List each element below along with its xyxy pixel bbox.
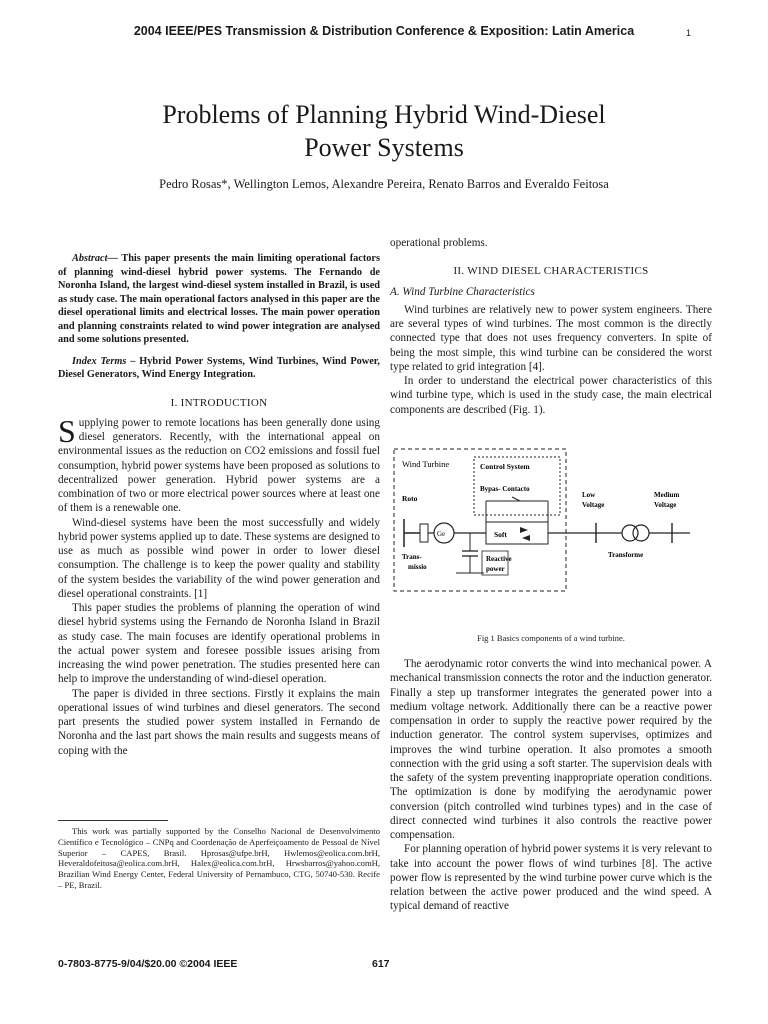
label-power: power <box>486 564 505 573</box>
label-medium-voltage: Voltage <box>654 500 677 509</box>
paper-title <box>0 98 768 164</box>
intro-paragraph-1-text: upplying power to remote locations has been generally done using diesel generators. Recently, with the international appeal on environmental issues as the reduction on CO2 emissions and fossil fuel consumption, hybrid power systems have been proposed as solutions to decentralized power generation. Hybrid power systems are a combination of two or more electrical power sources where at least one of them is a renewable one. <box>58 416 380 515</box>
footnote: This work was partially supported by the Conselho Nacional de Desenvolvimento Científico e Tecnológico – CNPq and Coordenação de Aperfeiçoamento de Pessoal de Nível Superior – CAPES, Brasil. Hprosas@ufpe.brH, Hwlemos@eolica.com.brH, Heveraldofeitosa@eolica.com.brH, Halex@eolica.com.brH, Hrwsbarros@yahoo.comH, Brazilian Wind Energy Center, Federal University of Pernambuco, CTG, 50740-530. Recife – PE, Brazil. <box>58 826 380 890</box>
continued-text: operational problems. <box>390 237 488 249</box>
label-rotor: Roto <box>402 493 418 503</box>
label-missio: missio <box>408 562 427 571</box>
abstract <box>58 252 380 347</box>
label-low: Low <box>582 490 596 499</box>
intro-paragraph-1 <box>58 412 380 516</box>
thyristor-2 <box>522 535 530 541</box>
label-transformer: Transforme <box>608 550 644 559</box>
title-line-1: Problems of Planning Hybrid Wind-Diesel <box>162 100 606 129</box>
right-column <box>390 236 712 914</box>
label-generator: Ge <box>437 529 446 538</box>
label-wind-turbine: Wind Turbine <box>402 458 450 469</box>
transformer-coil-2 <box>633 525 649 541</box>
drop-cap: S <box>58 412 76 449</box>
intro-paragraph-2: Wind-diesel systems have been the most successfully and widely hybrid power systems applied up to date. These systems are designed to use as much as possible wind power in order to lower diesel consumption. The challenge is to keep the power quality and stability of the system besides the variability of the wind power generation and diesel operational constraints. [1] <box>58 516 380 600</box>
section-heading-introduction: I. INTRODUCTION <box>170 396 268 409</box>
page-mark: 1 <box>686 28 692 38</box>
index-terms <box>58 355 380 382</box>
right-paragraph-4: For planning operation of hybrid power systems it is very relevant to take into account the power flows of wind turbines [8]. The active power flow is represented by the wind turbine power curve which is the relation between the active power produced and the wind speed. A typical demand of reactive <box>390 843 712 913</box>
right-paragraph-3: The aerodynamic rotor converts the wind into mechanical power. A mechanical transmission connects the rotor and the induction generator. Finally a step up transformer integrates the generated power into a medium voltage network. Additionally there can be a reactive power compensation in order to supply the reactive power required by the induction generator. The control system supervises, optimizes and improves the wind turbine operation. It also promotes a smooth connection with the grid using a soft starter. The supervision deals with the safety of the system preventing inappropriate operation conditions. The optimization is done by modifying the aerodynamic power conversion (pitch controlled wind turbines types) and in the case of direct connected wind turbines it also controls the reactive power compensation. <box>390 658 712 841</box>
label-bypass: Bypas- Contacto <box>480 484 530 493</box>
label-low-voltage: Voltage <box>582 500 605 509</box>
wind-turbine-diagram <box>390 423 712 623</box>
title-line-2: Power Systems <box>304 133 464 162</box>
left-column <box>58 252 380 758</box>
authors: Pedro Rosas*, Wellington Lemos, Alexandre Pereira, Renato Barros and Everaldo Feitosa <box>159 177 609 191</box>
abstract-text: This paper presents the main limiting operational factors of planning wind-diesel hybrid power systems. The Fernando de Noronha Island, the largest wind-diesel system installed in Brazil, is used as study case. The main operational factors analysed in this paper are the diesel operational limits and electrical losses. The main power operation and planning constraints related to wind power integration are analysed and some solutions presented. <box>58 253 380 345</box>
abstract-label: Abstract— <box>72 253 118 264</box>
figure-1 <box>390 423 712 623</box>
figure-caption: Fig 1 Basics components of a wind turbine. <box>477 632 625 643</box>
intro-paragraph-3: This paper studies the problems of planning the operation of wind diesel hybrid systems using the Fernando de Noronha Island in Brazil as study case. The main focuses are identify operational problems in the actual power system and foresee possible issues arising from increasing the wind power penetration. The studies presented here can help to improve the understanding of wind-diesel operation. <box>58 602 380 686</box>
label-soft: Soft <box>494 529 507 539</box>
footnote-rule <box>58 820 168 821</box>
label-trans: Trans- <box>402 552 422 561</box>
label-reactive: Reactive <box>486 554 512 563</box>
section-heading-wind-diesel: II. WIND DIESEL CHARACTERISTICS <box>453 265 649 278</box>
label-medium: Medium <box>654 490 680 499</box>
copyright-line: 0-7803-8775-9/04/$20.00 ©2004 IEEE <box>58 958 238 970</box>
index-terms-label: Index Terms <box>72 355 127 367</box>
thyristor-1 <box>520 527 528 533</box>
right-paragraph-2: In order to understand the electrical power characteristics of this wind turbine type, which is used in the study case, the main electrical components are described (Fig. 1). <box>390 375 712 416</box>
conference-header: 2004 IEEE/PES Transmission & Distribution Conference & Exposition: Latin America <box>133 24 635 38</box>
bypass-switch <box>512 497 520 501</box>
label-control-system: Control System <box>480 461 530 471</box>
gearbox <box>420 524 428 542</box>
index-terms-text: – Hybrid Power Systems, Wind Turbines, Wind Power, Diesel Generators, Wind Energy Integration. <box>58 355 380 380</box>
intro-paragraph-4: The paper is divided in three sections. Firstly it explains the main operational issues of wind turbines and diesel generators. The second part presents the studied power system installed in Fernando de Noronha and the last part shows the main results and suggests means of coping with the <box>58 687 380 757</box>
right-paragraph-1: Wind turbines are relatively new to power system engineers. There are several types of wind turbines. The most common is the directly connected type that does not uses frequency converters. In spite of being the most simple, this wind turbine can be considered the worst type related to grid integration [4]. <box>390 303 712 373</box>
subsection-heading: A. Wind Turbine Characteristics <box>390 285 535 298</box>
page-number: 617 <box>372 958 390 970</box>
